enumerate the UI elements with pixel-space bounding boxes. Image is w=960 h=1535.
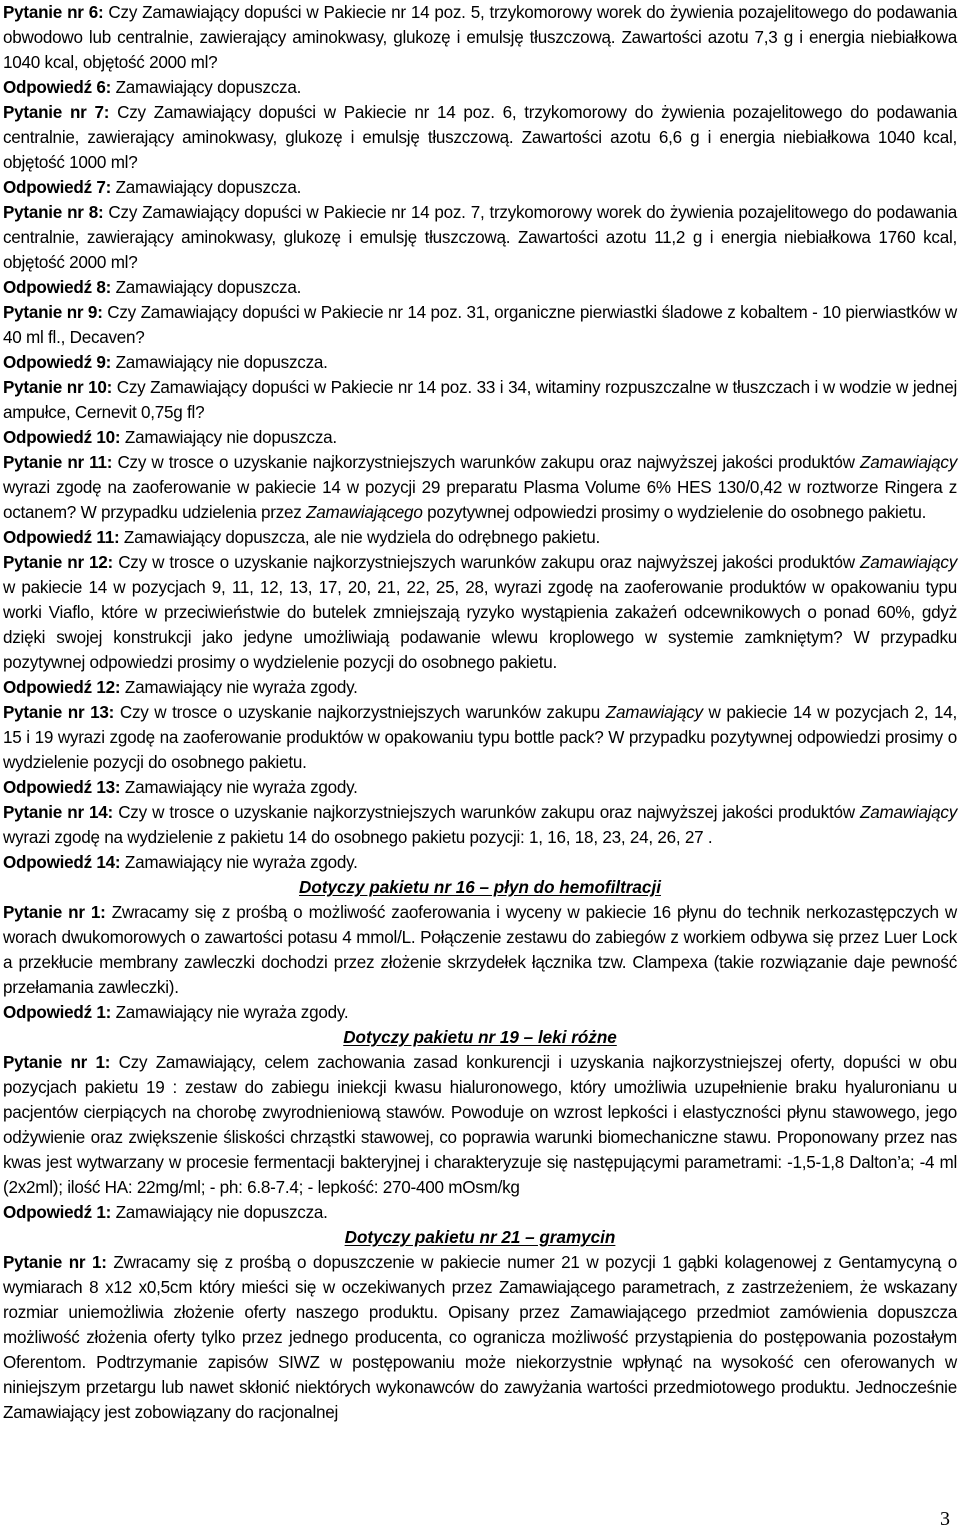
section-heading: Dotyczy pakietu nr 16 – płyn do hemofiltracji bbox=[299, 878, 661, 897]
question-label: Pytanie nr 11: bbox=[3, 453, 113, 472]
paragraph-text: Zamawiający dopuszcza. bbox=[111, 178, 302, 197]
answer-paragraph bbox=[3, 350, 957, 375]
answer-label: Odpowiedź 11: bbox=[3, 528, 120, 547]
paragraph-text: Zamawiający dopuszcza. bbox=[111, 78, 302, 97]
paragraph-text: Zamawiający nie wyraża zgody. bbox=[120, 853, 358, 872]
question-paragraph bbox=[3, 900, 957, 1000]
answer-label: Odpowiedź 9: bbox=[3, 353, 112, 372]
answer-label: Odpowiedź 13: bbox=[3, 778, 121, 797]
answer-label: Odpowiedź 7: bbox=[3, 178, 112, 197]
paragraph-text: Czy w trosce o uzyskanie najkorzystniejszych warunków zakupu bbox=[114, 703, 606, 722]
question-paragraph bbox=[3, 200, 957, 275]
answer-label: Odpowiedź 10: bbox=[3, 428, 121, 447]
answer-paragraph bbox=[3, 850, 957, 875]
question-label: Pytanie nr 9: bbox=[3, 303, 103, 322]
question-paragraph bbox=[3, 300, 957, 350]
paragraph-text: Zwracamy się z prośbą o możliwość zaoferowania i wyceny w pakiecie 16 płynu do technik nerkozastępczych w worach dwukomorowych o zawartości potasu 4 mmol/L. Połączenie zestawu do zabiegów z workiem odbywa się przez Luer Lock a przekłucie membrany zawleczki dochodzi przez złożenie skrzydełek łącznika tzw. Clampexa (takie rozwiązanie daje pewność przełamania zawleczki). bbox=[3, 903, 957, 997]
question-label: Pytanie nr 12: bbox=[3, 553, 113, 572]
question-label: Pytanie nr 6: bbox=[3, 3, 104, 22]
document-body bbox=[3, 0, 957, 1425]
answer-paragraph bbox=[3, 175, 957, 200]
answer-label: Odpowiedź 12: bbox=[3, 678, 121, 697]
paragraph-text: Zamawiający nie dopuszcza. bbox=[111, 1203, 328, 1222]
answer-label: Odpowiedź 1: bbox=[3, 1203, 112, 1222]
question-label: Pytanie nr 8: bbox=[3, 203, 104, 222]
paragraph-text: Czy Zamawiający dopuści w Pakiecie nr 14 poz. 6, trzykomorowy do żywienia pozajelitowego do podawania centralnie, zawierający aminokwasy, glukozę i emulsję tłuszczową. Zawartości azotu 6,6 g i energia niebiałkowa 1040 kcal, objętość 1000 ml? bbox=[3, 103, 957, 172]
paragraph-text: Zamawiający nie wyraża zgody. bbox=[120, 778, 358, 797]
answer-paragraph bbox=[3, 1200, 957, 1225]
question-paragraph bbox=[3, 550, 957, 675]
paragraph-text: Zamawiający nie wyraża zgody. bbox=[111, 1003, 349, 1022]
answer-paragraph bbox=[3, 1000, 957, 1025]
emphasis-text: Zamawiającego bbox=[306, 503, 423, 522]
paragraph-text: w pakiecie 14 w pozycjach 9, 11, 12, 13, 17, 20, 21, 22, 25, 28, wyrazi zgodę na zaoferowanie produktów w opakowaniu typu worki Viaflo, które w przeciwieństwie do butelek zmniejszają ryzyko wystąpienia zakażeń odcewnikowych o ponad 60%, gdyż dzięki swojej konstrukcji jako jedyne umożliwiają podawanie wlewu kroplowego w systemie zamkniętym? W przypadku pozytywnej odpowiedzi prosimy o wydzielenie pozycji do osobnego pakietu. bbox=[3, 578, 957, 672]
paragraph-text: Czy Zamawiający dopuści w Pakiecie nr 14 poz. 5, trzykomorowy worek do żywienia pozajelitowego do podawania obwodowo lub centralnie, zawierający aminokwasy, glukozę i emulsję tłuszczową. Zawartości azotu 7,3 g i energia niebiałkowa 1040 kcal, objętość 2000 ml? bbox=[3, 3, 957, 72]
paragraph-text: Zamawiający dopuszcza. bbox=[111, 278, 302, 297]
paragraph-text: Czy w trosce o uzyskanie najkorzystniejszych warunków zakupu oraz najwyższej jakości produktów bbox=[112, 453, 860, 472]
answer-paragraph bbox=[3, 675, 957, 700]
page-number: 3 bbox=[940, 1508, 950, 1530]
answer-paragraph bbox=[3, 775, 957, 800]
answer-paragraph bbox=[3, 275, 957, 300]
emphasis-text: Zamawiający bbox=[860, 453, 957, 472]
paragraph-text: wyrazi zgodę na zaoferowanie w pakiecie 14 w pozycji 29 preparatu Plasma Volume 6% HES 130/0,42 w roztworze Ringera z octanem? W przypadku udzielenia przez bbox=[3, 478, 957, 522]
section-heading: Dotyczy pakietu nr 19 – leki różne bbox=[343, 1028, 617, 1047]
answer-label: Odpowiedź 6: bbox=[3, 78, 112, 97]
paragraph-text: Zamawiający nie wyraża zgody. bbox=[120, 678, 358, 697]
paragraph-text: Czy Zamawiający dopuści w Pakiecie nr 14 poz. 31, organiczne pierwiastki śladowe z kobaltem - 10 pierwiastków w 40 ml fl., Decaven? bbox=[3, 303, 957, 347]
paragraph-text: Czy Zamawiający, celem zachowania zasad konkurencji i uzyskania najkorzystniejszej oferty, dopuści w obu pozycjach pakietu 19 : zestaw do zabiegu iniekcji kwasu hialuronowego, który umożliwia uzupełnienie braku hyaluronianu u pacjentów cierpiących na chorobę zwyrodnieniową stawów. Powoduje on wzrost lepkości i elastyczności płynu stawowego, jego odżywienie oraz zwiększenie śliskości chrząstki stawowej, co poprawia warunki biomechaniczne stawu. Proponowany przez nas kwas jest wytwarzany w procesie fermentacji bakteryjnej i charakteryzuje się następującymi parametrami: -1,5-1,8 Dalton’a; -4 ml (2x2ml); ilość HA: 22mg/ml; - ph: 6.8-7.4; - lepkość: 270-400 mOsm/kg bbox=[3, 1053, 957, 1197]
paragraph-text: pozytywnej odpowiedzi prosimy o wydzielenie do osobnego pakietu. bbox=[422, 503, 927, 522]
paragraph-text: Zamawiający nie dopuszcza. bbox=[120, 428, 337, 447]
answer-paragraph bbox=[3, 75, 957, 100]
question-label: Pytanie nr 1: bbox=[3, 903, 106, 922]
question-label: Pytanie nr 10: bbox=[3, 378, 113, 397]
answer-paragraph bbox=[3, 425, 957, 450]
question-label: Pytanie nr 1: bbox=[3, 1253, 107, 1272]
question-label: Pytanie nr 14: bbox=[3, 803, 113, 822]
emphasis-text: Zamawiający bbox=[860, 803, 957, 822]
paragraph-text: Zamawiający dopuszcza, ale nie wydziela do odrębnego pakietu. bbox=[119, 528, 600, 547]
answer-label: Odpowiedź 1: bbox=[3, 1003, 112, 1022]
answer-label: Odpowiedź 14: bbox=[3, 853, 121, 872]
question-paragraph bbox=[3, 1250, 957, 1425]
paragraph-text: wyrazi zgodę na wydzielenie z pakietu 14 do osobnego pakietu pozycji: 1, 16, 18, 23, 24, 26, 27 . bbox=[3, 828, 713, 847]
answer-label: Odpowiedź 8: bbox=[3, 278, 112, 297]
paragraph-text: Czy Zamawiający dopuści w Pakiecie nr 14 poz. 33 i 34, witaminy rozpuszczalne w tłuszczach i w wodzie w jednej ampułce, Cernevit 0,75g fl? bbox=[3, 378, 957, 422]
question-paragraph bbox=[3, 1050, 957, 1200]
question-label: Pytanie nr 7: bbox=[3, 103, 110, 122]
paragraph-text: Zwracamy się z prośbą o dopuszczenie w pakiecie numer 21 w pozycji 1 gąbki kolagenowej z Gentamycyną o wymiarach 8 x12 x0,5cm który mieści się w oczekiwanych przez Zamawiającego parametrach, z zastrzeżeniem, że wskazany rozmiar uniemożliwia złożenie oferty naszego produktu. Opisany przez Zamawiającego przedmiot zamówienia dopuszcza możliwość złożenia oferty tylko przez jednego producenta, co ogranicza możliwość przystąpienia do postępowania pozostałym Oferentom. Podtrzymanie zapisów SIWZ w postępowaniu może niekorzystnie wpłynąć na wysokość cen oferowanych w niniejszym przetargu lub nawet skłonić niektórych wykonawców do zawyżania wartości przedmiotowego produktu. Jednocześnie Zamawiający jest zobowiązany do racjonalnej bbox=[3, 1253, 957, 1422]
question-paragraph bbox=[3, 450, 957, 525]
emphasis-text: Zamawiający bbox=[605, 703, 703, 722]
question-paragraph bbox=[3, 100, 957, 175]
question-label: Pytanie nr 13: bbox=[3, 703, 115, 722]
answer-paragraph bbox=[3, 525, 957, 550]
paragraph-text: Czy w trosce o uzyskanie najkorzystniejszych warunków zakupu oraz najwyższej jakości produktów bbox=[113, 553, 860, 572]
question-label: Pytanie nr 1: bbox=[3, 1053, 111, 1072]
paragraph-text: Czy Zamawiający dopuści w Pakiecie nr 14 poz. 7, trzykomorowy worek do żywienia pozajelitowego do podawania centralnie, zawierający aminokwasy, glukozę i emulsję tłuszczową. Zawartości azotu 11,2 g i energia niebiałkowa 1760 kcal, objętość 2000 ml? bbox=[3, 203, 957, 272]
section-heading: Dotyczy pakietu nr 21 – gramycin bbox=[344, 1228, 616, 1247]
paragraph-text: Zamawiający nie dopuszcza. bbox=[111, 353, 328, 372]
emphasis-text: Zamawiający bbox=[860, 553, 957, 572]
question-paragraph bbox=[3, 375, 957, 425]
paragraph-text: w pakiecie 14 w pozycjach 2, 14, 15 i 19 wyrazi zgodę na zaoferowanie produktów w opakowaniu typu bottle pack? W przypadku pozytywnej odpowiedzi prosimy o wydzielenie pozycji do osobnego pakietu. bbox=[3, 703, 957, 772]
question-paragraph bbox=[3, 700, 957, 775]
question-paragraph bbox=[3, 800, 957, 850]
question-paragraph bbox=[3, 0, 957, 75]
paragraph-text: Czy w trosce o uzyskanie najkorzystniejszych warunków zakupu oraz najwyższej jakości produktów bbox=[113, 803, 860, 822]
